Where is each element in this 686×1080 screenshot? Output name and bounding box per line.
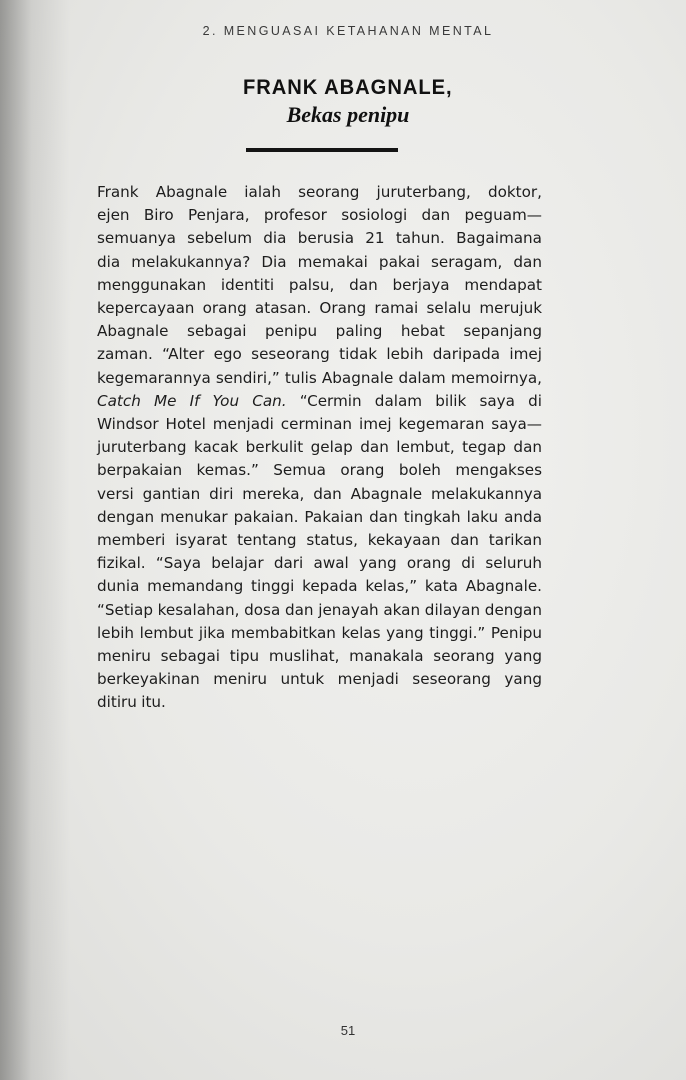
body-paragraph — [97, 181, 542, 715]
body-line: juruterbang kacak berkulit gelap dan lembut, tegap dan — [97, 438, 542, 457]
body-line: kegemarannya sendiri,” tulis Abagnale dalam memoirnya, — [97, 368, 542, 387]
body-line: dengan menukar pakaian. Pakaian dan tingkah laku anda — [97, 507, 542, 526]
body-line: Abagnale sebagai penipu paling hebat sepanjang — [97, 322, 542, 341]
title-underline-rule — [246, 148, 398, 152]
body-line: “Setiap kesalahan, dosa dan jenayah akan dilayan dengan — [97, 600, 542, 619]
body-line: berpakaian kemas.” Semua orang boleh mengakses — [97, 461, 542, 480]
body-line: lebih lembut jika membabitkan kelas yang tinggi.” Penipu — [97, 623, 542, 642]
body-line: semuanya sebelum dia berusia 21 tahun. Bagaimana — [97, 229, 542, 248]
body-line: ejen Biro Penjara, profesor sosiologi dan peguam— — [97, 206, 542, 225]
body-line: menggunakan identiti palsu, dan berjaya mendapat — [97, 275, 542, 294]
spine-shadow — [0, 0, 70, 1080]
body-line: memberi isyarat tentang status, kekayaan dan tarikan — [97, 531, 542, 550]
body-line: versi gantian diri mereka, dan Abagnale melakukannya — [97, 484, 542, 503]
body-line: kepercayaan orang atasan. Orang ramai selalu merujuk — [97, 299, 542, 318]
body-line: Frank Abagnale ialah seorang juruterbang, doktor, — [97, 183, 542, 201]
book-title: Catch Me If You Can. — [97, 391, 287, 410]
body-line-rest: “Cermin dalam bilik saya di — [286, 391, 542, 410]
body-line: dunia memandang tinggi kepada kelas,” kata Abagnale. — [97, 577, 542, 596]
body-line: meniru sebagai tipu muslihat, manakala seorang yang — [97, 647, 542, 666]
body-line: fizikal. “Saya belajar dari awal yang orang di seluruh — [97, 554, 542, 573]
body-line: Windsor Hotel menjadi cerminan imej kegemaran saya— — [97, 415, 542, 434]
body-line: berkeyakinan meniru untuk menjadi seseorang yang — [97, 670, 542, 689]
body-line: zaman. “Alter ego seseorang tidak lebih daripada imej — [97, 345, 542, 364]
body-line: dia melakukannya? Dia memakai pakai seragam, dan — [97, 252, 542, 271]
body-line-last: ditiru itu. — [97, 693, 166, 712]
section-title: FRANK ABAGNALE, — [242, 76, 453, 99]
section-subtitle: Bekas penipu — [286, 102, 410, 127]
running-header: 2. MENGUASAI KETAHANAN MENTAL — [202, 24, 494, 38]
body-line-with-book-title — [97, 390, 542, 413]
page-number: 51 — [340, 1023, 356, 1038]
